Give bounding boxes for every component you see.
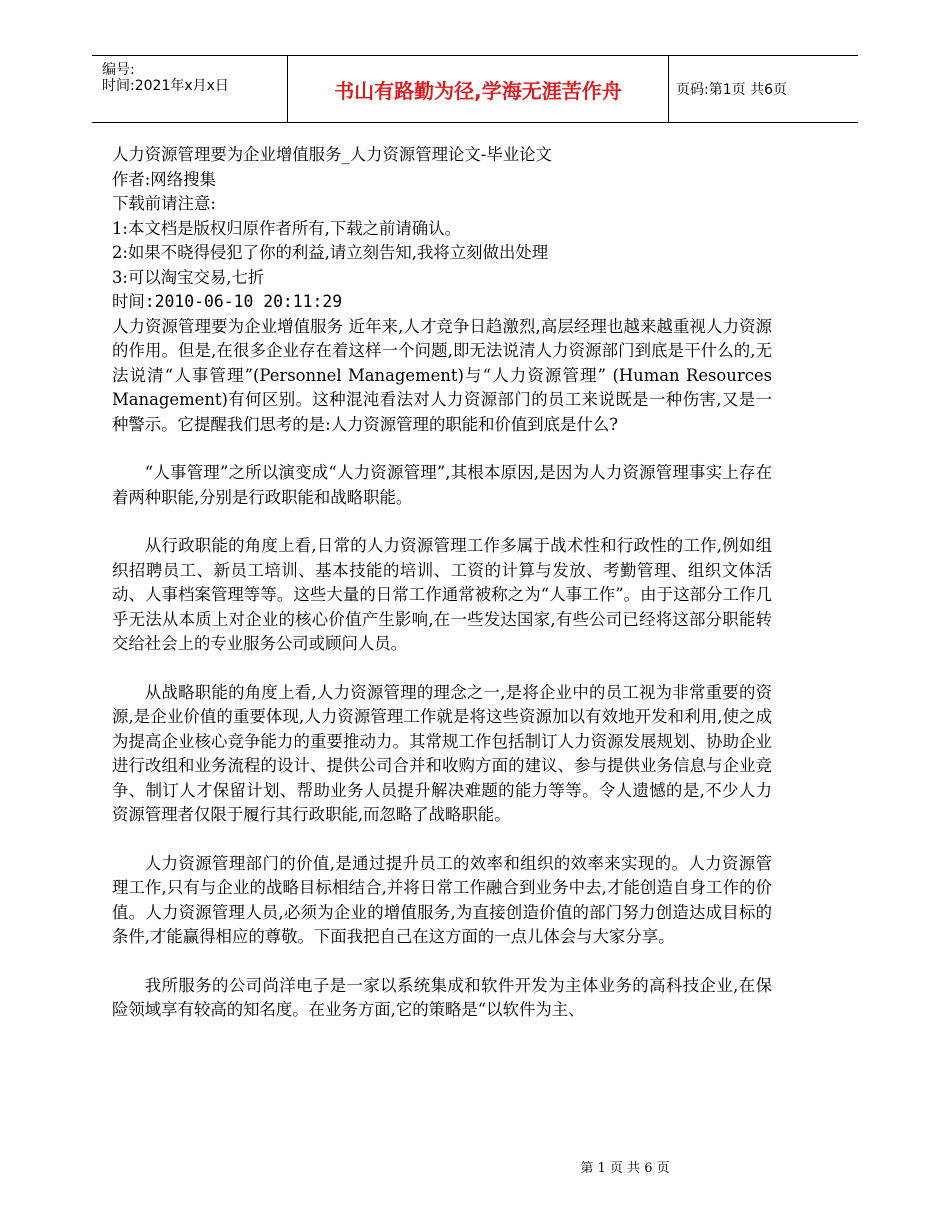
page-footer: 第 1 页 共 6 页: [580, 1161, 670, 1176]
document-number-label: 编号:: [102, 62, 135, 78]
paragraph-2: “人事管理”之所以演变成“人力资源管理”,其根本原因,是因为人力资源管理事实上存在着两种职能,分别是行政职能和战略职能。: [112, 463, 772, 507]
paragraph-5: 人力资源管理部门的价值,是通过提升员工的效率和组织的效率来实现的。人力资源管理工作,只有与企业的战略目标相结合,并将日常工作融合到业务中去,才能创造自身工作的价值。人力资源管理人员,必须为企业的增值服务,为直接创造价值的部门努力创造达成目标的条件,才能赢得相应的尊敬。下面我把自己在这方面的一点儿体会与大家分享。: [112, 853, 772, 946]
notice-item-2: 2:如果不晓得侵犯了你的利益,请立刻告知,我将立刻做出处理: [112, 243, 549, 262]
header-meta-cell: [92, 56, 287, 122]
document-time: 时间:2010-06-10 20:11:29: [112, 292, 343, 311]
paragraph-6: 我所服务的公司尚洋电子是一家以系统集成和软件开发为主体业务的高科技企业,在保险领域享有较高的知名度。在业务方面,它的策略是“以软件为主、: [112, 975, 772, 1019]
document-time-label: 时间:2021年x月x日: [102, 78, 229, 94]
notice-item-3: 3:可以淘宝交易,七折: [112, 267, 265, 287]
document-author: 作者:网络搜集: [112, 169, 216, 189]
document-content: [112, 143, 772, 1023]
page-header: [92, 55, 858, 123]
header-page-info: 页码:第1页 共6页: [676, 82, 787, 98]
document-title: 人力资源管理要为企业增值服务_人力资源管理论文-毕业论文: [112, 145, 552, 164]
header-motto: 书山有路勤为径,学海无涯苦作舟: [287, 56, 669, 122]
notice-title: 下载前请注意:: [112, 194, 216, 213]
notice-item-1: 1:本文档是版权归原作者所有,下载之前请确认。: [112, 218, 461, 238]
paragraph-4: 从战略职能的角度上看,人力资源管理的理念之一,是将企业中的员工视为非常重要的资源,是企业价值的重要体现,人力资源管理工作就是将这些资源加以有效地开发和利用,使之成为提高企业核心竞争能力的重要推动力。其常规工作包括制订人力资源发展规划、协助企业进行改组和业务流程的设计、提供公司合并和收购方面的建议、参与提供业务信息与企业竞争、制订人才保留计划、帮助业务人员提升解决难题的能力等等。令人遗憾的是,不少人力资源管理者仅限于履行其行政职能,而忽略了战略职能。: [112, 682, 772, 824]
paragraph-1: 人力资源管理要为企业增值服务 近年来,人才竞争日趋激烈,高层经理也越来越重视人力资源的作用。但是,在很多企业存在着这样一个问题,即无法说清人力资源部门到底是干什么的,无法说清“人事管理”(Personnel Management)与“人力资源管理” (Human Resources Management)有何区别。这种混沌看法对人力资源部门的员工来说既是一种伤害,又是一种警示。它提醒我们思考的是:人力资源管理的职能和价值到底是什么?: [112, 316, 772, 434]
paragraph-3: 从行政职能的角度上看,日常的人力资源管理工作多属于战术性和行政性的工作,例如组织招聘员工、新员工培训、基本技能的培训、工资的计算与发放、考勤管理、组织文体活动、人事档案管理等等。这些大量的日常工作通常被称之为“人事工作”。由于这部分工作几乎无法从本质上对企业的核心价值产生影响,在一些发达国家,有些公司已经将这部分职能转交给社会上的专业服务公司或顾问人员。: [112, 536, 772, 653]
